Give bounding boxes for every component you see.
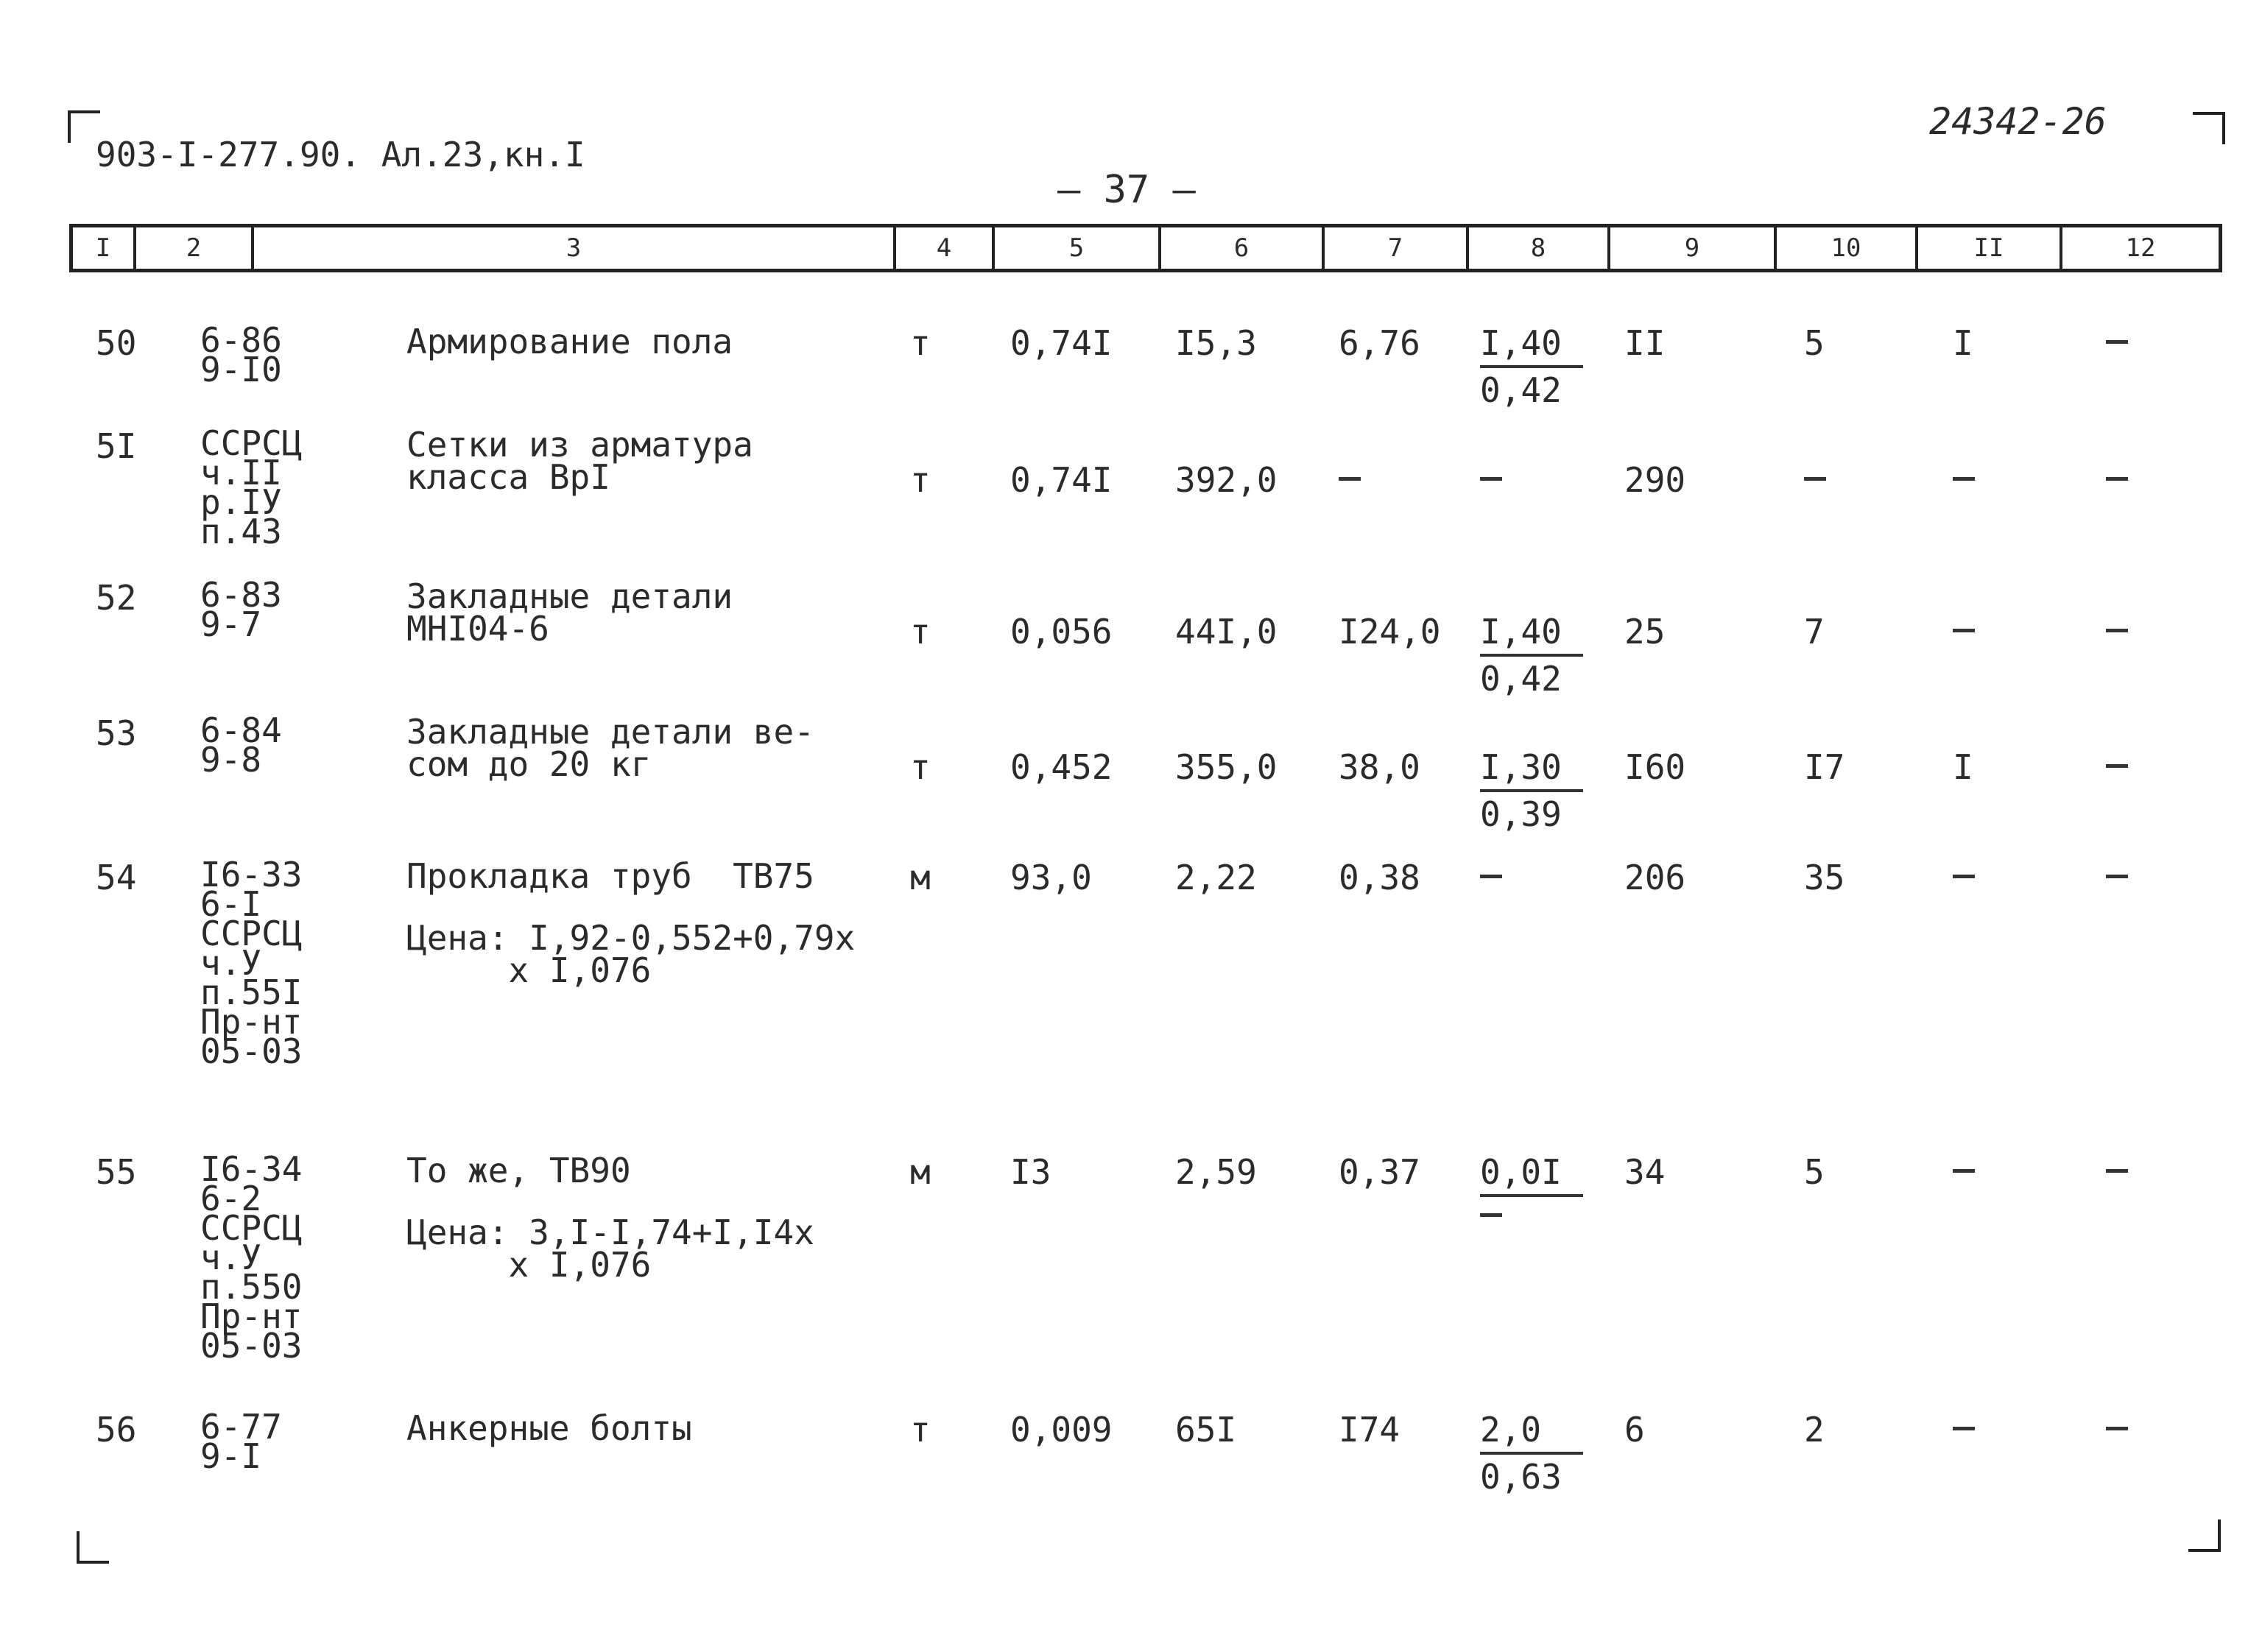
row-reference: 6-84 9-8 — [200, 710, 282, 780]
row-col8-denominator: 0,63 — [1480, 1457, 1562, 1497]
row-col11 — [1953, 1427, 1975, 1430]
row-number: 55 — [96, 1152, 137, 1192]
col-header: 12 — [2125, 233, 2156, 263]
row-col7: I24,0 — [1339, 612, 1441, 652]
col-header: I — [73, 227, 136, 269]
row-col9: 34 — [1624, 1152, 1666, 1192]
row-number: 5I — [96, 426, 137, 466]
row-col7 — [1339, 477, 1361, 481]
row-col5: 0,74I — [1010, 323, 1113, 363]
row-col10: 7 — [1804, 612, 1825, 652]
row-name: Закладные детали ве- сом до 20 кг — [406, 712, 814, 784]
corner-mark-bottom-right — [2188, 1519, 2221, 1552]
row-unit: т — [910, 460, 931, 500]
row-col5: 0,452 — [1010, 747, 1113, 787]
row-col8-numerator: I,40 — [1480, 612, 1562, 652]
row-col6: 355,0 — [1175, 747, 1278, 787]
row-reference: 6-86 9-I0 — [200, 320, 282, 389]
row-col12 — [2106, 764, 2128, 768]
row-col7: 0,38 — [1339, 858, 1420, 897]
row-name: Закладные детали МНI04-6 — [406, 576, 733, 649]
row-reference: ССРСЦ ч.II р.IУ п.43 — [200, 423, 303, 551]
row-col7: 0,37 — [1339, 1152, 1420, 1192]
row-col11: I — [1953, 323, 1973, 363]
row-unit: т — [910, 612, 931, 652]
fraction-bar — [1480, 789, 1583, 792]
row-col9: 290 — [1624, 460, 1686, 500]
row-col12 — [2106, 477, 2128, 481]
row-col9: II — [1624, 323, 1666, 363]
col-header: 7 — [1325, 227, 1469, 269]
row-col12 — [2106, 1427, 2128, 1430]
col-header: 10 — [1777, 227, 1918, 269]
row-col5: 0,74I — [1010, 460, 1113, 500]
row-name: Прокладка труб ТВ75 — [406, 856, 814, 896]
row-col5: 93,0 — [1010, 858, 1092, 897]
fraction-bar — [1480, 654, 1583, 657]
row-col11 — [1953, 875, 1975, 878]
row-col7: 38,0 — [1339, 747, 1420, 787]
row-number: 50 — [96, 323, 137, 363]
row-name: То же, ТВ90 — [406, 1151, 631, 1190]
fraction-bar — [1480, 1194, 1583, 1197]
row-col6: 65I — [1175, 1410, 1237, 1450]
row-unit: т — [910, 323, 931, 363]
row-reference: 6-77 9-I — [200, 1407, 282, 1476]
row-col6: 2,59 — [1175, 1152, 1257, 1192]
row-reference: 6-83 9-7 — [200, 575, 282, 644]
col-header: 9 — [1610, 227, 1777, 269]
row-col10: I7 — [1804, 747, 1845, 787]
fraction-bar — [1480, 365, 1583, 368]
row-col8-denominator: 0,42 — [1480, 659, 1562, 699]
col-header: 5 — [995, 227, 1161, 269]
row-col11: I — [1953, 747, 1973, 787]
row-col10: 5 — [1804, 323, 1825, 363]
row-col8-numerator: 2,0 — [1480, 1410, 1542, 1450]
row-unit: м — [910, 1152, 931, 1192]
row-reference: I6-33 6-I ССРСЦ ч.У п.55I Пр-нт 05-03 — [200, 855, 303, 1071]
row-unit: м — [910, 858, 931, 897]
col-header: 3 — [254, 227, 896, 269]
corner-mark-top-right — [2193, 112, 2225, 144]
row-col9: 6 — [1624, 1410, 1645, 1450]
row-number: 54 — [96, 858, 137, 897]
row-col7: 6,76 — [1339, 323, 1420, 363]
row-col8-numerator: 0,0I — [1480, 1152, 1562, 1192]
row-col8 — [1480, 477, 1502, 481]
row-col9: 25 — [1624, 612, 1666, 652]
row-number: 53 — [96, 713, 137, 753]
row-col5: 0,009 — [1010, 1410, 1113, 1450]
row-number: 52 — [96, 578, 137, 618]
row-col5: 0,056 — [1010, 612, 1113, 652]
row-col12 — [2106, 1169, 2128, 1173]
stamp-number: 24342-26 — [1929, 100, 2107, 143]
row-price-formula: Цена: 3,I-I,74+I,I4х х I,076 — [406, 1212, 814, 1285]
row-col6: I5,3 — [1175, 323, 1257, 363]
column-header-row — [69, 224, 2222, 272]
row-unit: т — [910, 747, 931, 787]
row-col9: 206 — [1624, 858, 1686, 897]
row-col10: 35 — [1804, 858, 1845, 897]
row-col6: 2,22 — [1175, 858, 1257, 897]
row-number: 56 — [96, 1410, 137, 1450]
row-col12 — [2106, 629, 2128, 632]
row-col10: 2 — [1804, 1410, 1825, 1450]
row-col5: I3 — [1010, 1152, 1051, 1192]
row-name: Армирование пола — [406, 322, 733, 361]
row-col11 — [1953, 1169, 1975, 1173]
row-col11 — [1953, 477, 1975, 481]
row-col8-numerator: I,30 — [1480, 747, 1562, 787]
row-col10 — [1804, 477, 1826, 481]
row-col12 — [2106, 875, 2128, 878]
row-col8-denominator: 0,42 — [1480, 370, 1562, 410]
row-name: Анкерные болты — [406, 1408, 692, 1448]
row-col9: I60 — [1624, 747, 1686, 787]
row-col7: I74 — [1339, 1410, 1400, 1450]
row-col8-denominator — [1480, 1213, 1502, 1217]
page-number: — 37 — — [1057, 168, 1196, 212]
fraction-bar — [1480, 1452, 1583, 1455]
document-code: 903-I-277.90. Ал.23,кн.I — [96, 135, 585, 174]
col-header: 8 — [1469, 227, 1610, 269]
row-reference: I6-34 6-2 ССРСЦ ч.У п.550 Пр-нт 05-03 — [200, 1149, 303, 1366]
row-col8-numerator: I,40 — [1480, 323, 1562, 363]
row-unit: т — [910, 1410, 931, 1450]
row-col6: 44I,0 — [1175, 612, 1278, 652]
row-col10: 5 — [1804, 1152, 1825, 1192]
row-col6: 392,0 — [1175, 460, 1278, 500]
row-col12 — [2106, 340, 2128, 344]
col-header: 4 — [896, 227, 995, 269]
row-col8 — [1480, 875, 1502, 878]
corner-mark-bottom-left — [77, 1531, 109, 1564]
col-header: II — [1918, 227, 2062, 269]
row-col8-denominator: 0,39 — [1480, 794, 1562, 834]
col-header: 6 — [1161, 227, 1325, 269]
row-price-formula: Цена: I,92-0,552+0,79х х I,076 — [406, 918, 856, 990]
row-name: Сетки из арматура класса ВрI — [406, 425, 753, 497]
row-col11 — [1953, 629, 1975, 632]
col-header: 2 — [136, 227, 254, 269]
